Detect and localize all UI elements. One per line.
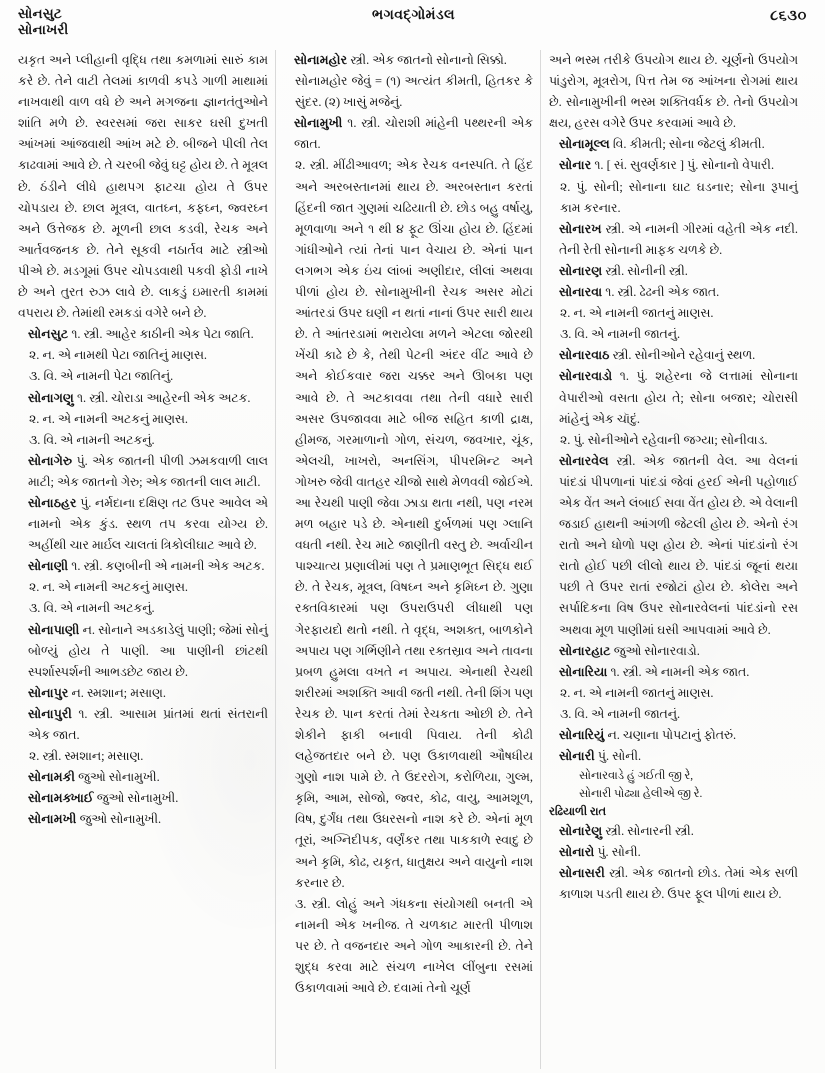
entry-headword: સોનાર — [559, 158, 592, 173]
entry-first-sense — [18, 556, 268, 577]
entry-definition: પું. એક જાતની પીળી ઝમકવાળી લાલ માટી; એક જાતનો ગેરુ; એક જાતની લાલ માટી. — [28, 453, 268, 489]
entry-definition: ૧. સ્ત્રી. ચોરાશી માંહેની પથ્થરની એક જાત. — [294, 116, 533, 152]
entry-sense: સોનામહોર જેવું = (૧) અત્યંત કીમતી, હિતકર કે સુંદર. (૨) ખાસું મજેનું. — [295, 74, 533, 110]
entry-headword: સોનારેણુ — [559, 824, 603, 839]
entry-definition: પું. સોની. — [594, 845, 641, 860]
dictionary-entry — [549, 451, 798, 641]
dictionary-entry — [18, 809, 268, 830]
entry-first-sense — [549, 366, 798, 429]
entry-first-sense — [18, 388, 268, 409]
continuation-text: યકૃત અને પ્લીહાની વૃદ્ધિ તથા કમળામાં સારું કામ કરે છે. તેને વાટી તેલમાં કાળવી કપડે ગાળી માથામાં નાખવાથી વાળ વધે છે અને મગજના જ્ઞાનતંતુઓને શાંતિ મળે છે. સ્વરસમાં જરા સાકર ઘસી દુખતી આંખમાં આંજવાથી આંખ મટે છે. બીજને પીલી તેલ કાઢવામાં આવે છે. તે ચરબી જેવું ઘટ્ટ હોય છે. તે મૂત્રલ છે. ઠંડીને લીધે હાથપગ ફાટચા હોય તે ઉપર ચોપડાય છે. છાલ મૂત્રલ, વાતઘ્ન, કફઘ્ન, જ્વરઘ્ન અને ઉત્તેજક છે. મૂળની છાલ કડવી, રેચક અને આર્તવજનક છે. તેને સૂકવી નઠાર્તવ માટે સ્ત્રીઓ પીએ છે. મડગૂમાં ઉપર ચોપડવાથી પકવી ફોડી નાખે છે અને તુરત રુઝ લાવે છે. લાકડું ઇમારતી કામમાં વપરાય છે. તેમાંથી રમકડાં વગેરે બને છે. — [18, 53, 268, 321]
entry-definition: ૧. પું. શહેરના જે લત્તામાં સોનાના વેપારીઓ વસતા હોય તે; સોના બજાર; ચોરાસી માંહેનું એક ચૉદું. — [559, 369, 798, 426]
entry-definition: સ્ત્રી. સોનીઓને રહેવાનું સ્થળ. — [609, 348, 756, 363]
dictionary-entry — [18, 620, 268, 683]
entry-first-sense — [18, 493, 268, 556]
entry-headword: સોનામહોર — [294, 53, 348, 67]
dictionary-entry — [549, 155, 798, 218]
dictionary-entry — [549, 863, 798, 905]
running-head — [10, 6, 817, 50]
dictionary-entry — [18, 324, 268, 387]
entry-first-sense — [549, 863, 798, 905]
entry-definition: સ્ત્રી. સોનીની સ્ત્રી. — [602, 263, 688, 278]
dictionary-entry — [18, 788, 268, 809]
dictionary-entry — [549, 366, 798, 450]
entry-headword: સોનાગેરુ — [28, 453, 73, 468]
entry-sense: ૩. સ્ત્રી. લોહું અને ગંધકના સંયોગથી બનતી એ નામની એક ખનીજ. તે ચળકાટ મારતી પીળાશ પર છે. તે વજનદાર અને ગોળ આકારની છે. તેને શુદ્ધ કરવા માટે સંચળ નાખેલ લીંબુના રસમાં ઉકાળવામાં આવે છે. દવામાં તેનો ચૂર્ણ — [295, 896, 533, 996]
column-2 — [275, 50, 540, 1069]
entry-sense: ૩. વિ. એ નામની અટકનું. — [29, 432, 155, 447]
dictionary-entry — [549, 134, 798, 155]
dictionary-entry — [18, 556, 268, 619]
entry-definition: પું. નર્મદાના દક્ષિણ તટ ઉપર આવેલ એ નામનો એક કુંડ. સ્થળ તપ કરવા યોગ્ય છે. અહીંથી ચાર માર્ઇલ ચાલતાં ત્રિકોલીઘાટ આવે છે. — [28, 495, 268, 553]
entry-first-sense — [549, 219, 798, 261]
entry-definition: ૧. સ્ત્રી. આહેર કાઠીની એક પેટા જાતિ. — [68, 327, 254, 342]
entry-headword: સોનારવા — [559, 285, 603, 300]
entry-sense: ૩. વિ. એ નામની જાતનું. — [560, 327, 681, 342]
column-1 — [10, 50, 275, 1069]
catchword-last: સોનાખરી — [18, 21, 69, 37]
entry-first-sense — [284, 50, 533, 71]
entry-headword: સોનારિયા — [559, 664, 608, 679]
entry-first-sense — [18, 451, 268, 493]
page-number: ૮૬૩૦ — [770, 8, 807, 24]
entry-headword: સોનારવેલ — [559, 453, 609, 468]
entry-headword: સોનાપુર — [28, 685, 69, 700]
dictionary-entry — [549, 261, 798, 282]
dictionary-entry — [549, 821, 798, 842]
entry-definition: જુઓ સોનામુખી. — [76, 812, 162, 827]
entry-first-sense — [18, 620, 268, 683]
entry-definition: સ્ત્રી. એક જાતની વેલ. આ વેલનાં પાંદડાં પીપળાનાં પાંદડાં જેવાં હરઈ એની પહોળાઈ એક વેંત અને લંબાઈ સવા વેંત હોય છે. એ વેલાની જડાઈ હાથની આંગળી જેટલી હોય છે. એનો રંગ રાતો અને ધોળો પણ હોય છે. એનાં પાંદડાંનો રંગ રાતો હોઈ પછી લીલો થાય છે. પાંદડાં જૂનાં થયા પછી તે ઉપર રાતાં રજોટાં હોય છે. કોલેરા અને સર્પાદિકના વિષ ઉપર સોનારવેલનાં પાંદડાંનો રસ અથવા મૂળ પાણીમાં ઘસી આપવામાં આવે છે. — [559, 453, 798, 637]
entry-first-sense — [549, 155, 798, 176]
entry-definition: જુઓ સોનામુખી. — [93, 791, 179, 806]
entry-headword: સોનારહાટ — [559, 643, 611, 658]
entry-headword: સોનાણી — [28, 559, 69, 574]
entry-first-sense — [18, 788, 268, 809]
entry-first-sense — [549, 842, 798, 863]
entry-sense: ૨. ન. એ નામની જાતનું માણસ. — [560, 306, 714, 321]
entry-headword: સોનારખ — [559, 221, 602, 236]
entry-definition: વિ. કીમતી; સોના જેટલું કીમતી. — [609, 137, 765, 152]
entry-headword: સોનારી — [559, 749, 595, 764]
dictionary-entry — [549, 219, 798, 261]
dictionary-entry — [549, 282, 798, 345]
entry-first-sense — [549, 746, 798, 767]
entry-first-sense — [549, 662, 798, 683]
continuation-block — [18, 50, 268, 324]
entry-definition: સ્ત્રી. સોનારની સ્ત્રી. — [602, 824, 694, 839]
entry-definition: ન. સોનાને અડકાડેલું પાણી; જેમાં સોનું બોળ્યું હોય તે પાણી. આ પાણીની છાંટથી સ્પર્શાસ્પર્શની આભડછેટ જાય છે. — [28, 622, 268, 679]
entry-headword: સોનામકી — [28, 770, 76, 785]
entry-first-sense — [18, 704, 268, 746]
entry-sense: ૨. સ્ત્રી. મીંઢીઆવળ; એક રેચક વનસ્પતિ. તે હિંદ અને અરબસ્તાનમાં થાય છે. અરબસ્તાન કરતાં હિંદની જાત ગુણમાં ચઢિયાતી છે. છોડ બહુ વર્ષાયુ, મૂળવાળા અને ૧ થી ૪ ફૂટ ઊંચા હોય છે. હિંદમાં ગાંધીઓને ત્યાં તેનાં પાન વેચાય છે. એનાં પાન લગભગ એક ઇંચ લાંબાં અણીદાર, લીલાં અથવા પીળાં હોય છે. સોનામુખીની રેચક અસર મોટાં આંતરડાં ઉપર ઘણી ન થતાં નાનાં ઉપર સારી થાય છે. તે આંતરડામાં ભરાયેલા મળને એટલા જોરથી ખેંચી કાઢે છે કે, તેથી પેટની અંદર વીંટ આવે છે અને કોઈકવાર જરા ચક્કર અને ઊબકા પણ આવે છે. તે અટકાવવા તથા તેની વધારે સારી અસર ઉપજાવવા માટે બીજ સહિત કાળી દ્રાક્ષ, હીમજ, ગરમાળાનો ગોળ, સંચળ, જવખાર, ચૂંક, એલચી, ખાખરો, અનસિંગ, પીપરમિન્ટ અને ગોખરુ જેવી વાતહર ચીજો સાથે મેળવવી જોઈએ. આ રેચથી પાણી જેવા ઝાડા થતા નથી, પણ નરમ મળ બહાર પડે છે. એનાથી દુર્બળમાં પણ ગ્લાનિ વધતી નથી. રેચ માટે જાણીતી વસ્તુ છે. અર્વાચીન પાશ્ચાત્ય પ્રણાલીમાં પણ તે પ્રમાણભૂત સિદ્ધ થઈ છે. તે રેચક, મૂત્રલ, વિષઘ્ન અને કૃમિઘ્ન છે. ગુણા રક્તવિકારમાં પણ ઉપરાઉપરી લીધાથી પણ ગેરફાયદો થતો નથી. તે વૃદ્ધ, અશક્ત, બાળકોને અપાય પણ ગર્ભિણીને તથા રક્તસ્રાવ અને તાવના પ્રબળ હુમલા વખતે ન અપાય. એનાથી રેચથી શરીરમાં અશક્તિ આવી જતી નથી. તેની શિંગ પણ રેચક છે. પાન કરતાં તેમાં રેચકતા ઓછી છે. તેને શેકીને ફાકી બનાવી પિવાય. તેની કોઢી લહેજતદાર બને છે. પણ ઉકાળવાથી ઔષધીય ગુણો નાશ પામે છે. તે ઉદરરોગ, કરોળિયા, ગુલ્મ, કૃમિ, આમ, સોજો, જ્વર, કોઢ, વાયુ, આમશૂળ, વિષ, દુર્ગંધ તથા ઉધરસનો નાશ કરે છે. એનાં મૂળ તૂરાં, અગ્નિદીપક, વર્ણંકર તથા પાકકાળે સ્વાદુ છે અને કૃમિ, કોઢ, યકૃત, ધાતુક્ષય અને વાયુનો નાશ કરનાર છે. — [295, 158, 533, 890]
dictionary-entry — [549, 725, 798, 746]
entry-first-sense — [549, 821, 798, 842]
continuation-block — [549, 50, 798, 134]
entry-definition: જુઓ સોનામુખી. — [75, 770, 160, 785]
entry-first-sense — [549, 345, 798, 366]
continuation-text: અને ભસ્મ તરીકે ઉપયોગ થાય છે. ચૂર્ણનો ઉપયોગ પાંડુરોગ, મૂત્રરોગ, પિત્ત તેમ જ આંખના રોગમાં થાય છે. સોનામુખીની ભસ્મ શક્તિવર્ધક છે. તેનો ઉપયોગ ક્ષય, હરસ વગેરે ઉપર કરવામાં આવે છે. — [549, 53, 798, 131]
entry-first-sense — [549, 134, 798, 155]
dictionary-entry — [549, 842, 798, 863]
dictionary-entry — [18, 388, 268, 451]
entry-first-sense — [549, 641, 798, 662]
entry-definition: સ્ત્રી. એક જાતનો છોડ. તેમાં એક સળી કાળાશ પડતી થાય છે. ઉપર ફૂલ પીળાં થાય છે. — [559, 866, 798, 902]
entry-definition: ૧. [ સં. સુવર્ણકાર ] પું. સોનાનો વેપારી. — [591, 158, 775, 173]
entry-sense: ૨. પું. સોનીઓને રહેવાની જગ્યા; સોનીવાડ. — [560, 432, 768, 447]
entry-definition: ન. સ્મશાન; મસાણ. — [68, 685, 166, 700]
entry-sense: ૨. પું. સોની; સોનાના ઘાટ ઘડનાર; સોના રૂપાનું કામ કરનાર. — [560, 179, 798, 215]
entry-headword: સોનામૂલ્લ — [559, 137, 610, 152]
dictionary-entry — [284, 50, 533, 113]
dictionary-entry — [18, 451, 268, 493]
dictionary-entry — [18, 704, 268, 767]
entry-definition: ૧. સ્ત્રી. ઢેઢની એક જાત. — [602, 285, 720, 300]
catchword-first: સોનસુટ — [18, 6, 62, 21]
entry-headword: સોનામુખી — [294, 116, 343, 131]
entry-first-sense — [284, 113, 533, 155]
dictionary-entry — [549, 641, 798, 662]
entry-headword: સોનારિયું — [559, 728, 605, 742]
entry-headword: સોનામક્ખાઈ — [28, 791, 94, 806]
entry-definition: પું. સોની. — [594, 749, 642, 764]
entry-headword: સોનસુટ — [28, 327, 69, 342]
entry-definition: ૧. સ્ત્રી. ચોરાડા આહેરની એક અટક. — [73, 390, 251, 405]
entry-definition: ન. ચણાના પોપટાનું ફોતરું. — [604, 728, 737, 742]
entry-definition: ૧. સ્ત્રી. એ નામની એક જાત. — [607, 664, 750, 679]
entry-sense: ૨. સ્ત્રી. સ્મશાન; મસાણ. — [29, 749, 144, 764]
entry-sense: ૨. ન. એ નામની અટકનું માણસ. — [29, 411, 189, 426]
column-container — [10, 50, 817, 1069]
entry-first-sense — [549, 261, 798, 282]
dictionary-entry — [284, 113, 533, 999]
entry-headword: સોનાઠહર — [28, 495, 77, 510]
entry-quotation-line: સોનારી પોઢ્યા હેલીએ જી રે. — [579, 788, 703, 801]
entry-definition: સ્ત્રી. એ નામની ગીરમાં વહેતી એક નદી. તેની રેતી સોનાની માફક ચળકે છે. — [559, 221, 798, 257]
entry-first-sense — [18, 767, 268, 788]
dictionary-entry — [549, 746, 798, 821]
entry-headword: સોનારો — [559, 845, 595, 860]
entry-first-sense — [549, 725, 798, 746]
dictionary-entry — [549, 662, 798, 725]
entry-headword: સોનારવાઠ — [559, 348, 610, 363]
column-3 — [540, 50, 805, 1069]
entry-headword: સોનાગણુ — [28, 390, 74, 405]
entry-sense: ૩. વિ. એ નામની જાતનું. — [560, 706, 681, 721]
entry-sense: ૩. વિ. એ નામની પેટા જાતિનું. — [29, 369, 174, 384]
entry-first-sense — [18, 683, 268, 704]
entry-first-sense — [18, 809, 268, 830]
entry-headword: સોનાપાણી — [28, 622, 80, 637]
entry-quotation-line: સોનારવાડે હું ગઈતી જી રે, — [579, 770, 694, 783]
entry-definition: જુઓ સોનારવાડો. — [610, 643, 700, 658]
entry-first-sense — [549, 451, 798, 641]
dictionary-entry — [18, 493, 268, 556]
entry-definition: ૧. સ્ત્રી. કણબીની એ નામની એક અટક. — [68, 559, 265, 574]
dictionary-entry — [18, 683, 268, 704]
entry-definition: ૧. સ્ત્રી. આસામ પ્રાંતમાં થતાં સંતરાની એક જાત. — [28, 706, 268, 742]
entry-headword: સોનાપુરી — [28, 706, 72, 721]
book-title: ભગવદ્ગોમંડલ — [371, 8, 456, 23]
entry-headword: સોનામખી — [28, 812, 77, 827]
entry-first-sense — [18, 324, 268, 345]
entry-quotation-attribution: રઢિયાળી રાત — [549, 806, 606, 819]
entry-headword: સોનારવાડો — [559, 369, 613, 384]
entry-sense: ૨. ન. એ નામની જાતનું માણસ. — [560, 685, 714, 700]
entry-headword: સોનાસરી — [559, 866, 605, 881]
entry-sense: ૩. વિ. એ નામની અટકનું. — [29, 601, 155, 616]
page-content-area — [10, 6, 817, 1069]
entry-definition: સ્ત્રી. એક જાતનો સોનાનો સિક્કો. — [347, 53, 507, 67]
dictionary-entry — [549, 345, 798, 366]
entry-sense: ૨. ન. એ નામની અટકનું માણસ. — [29, 580, 189, 595]
entry-headword: સોનારણ — [559, 263, 603, 278]
entry-first-sense — [549, 282, 798, 303]
dictionary-entry — [18, 767, 268, 788]
entry-sense: ૨. ન. એ નામથી પેટા જાતિનું માણસ. — [29, 348, 207, 363]
